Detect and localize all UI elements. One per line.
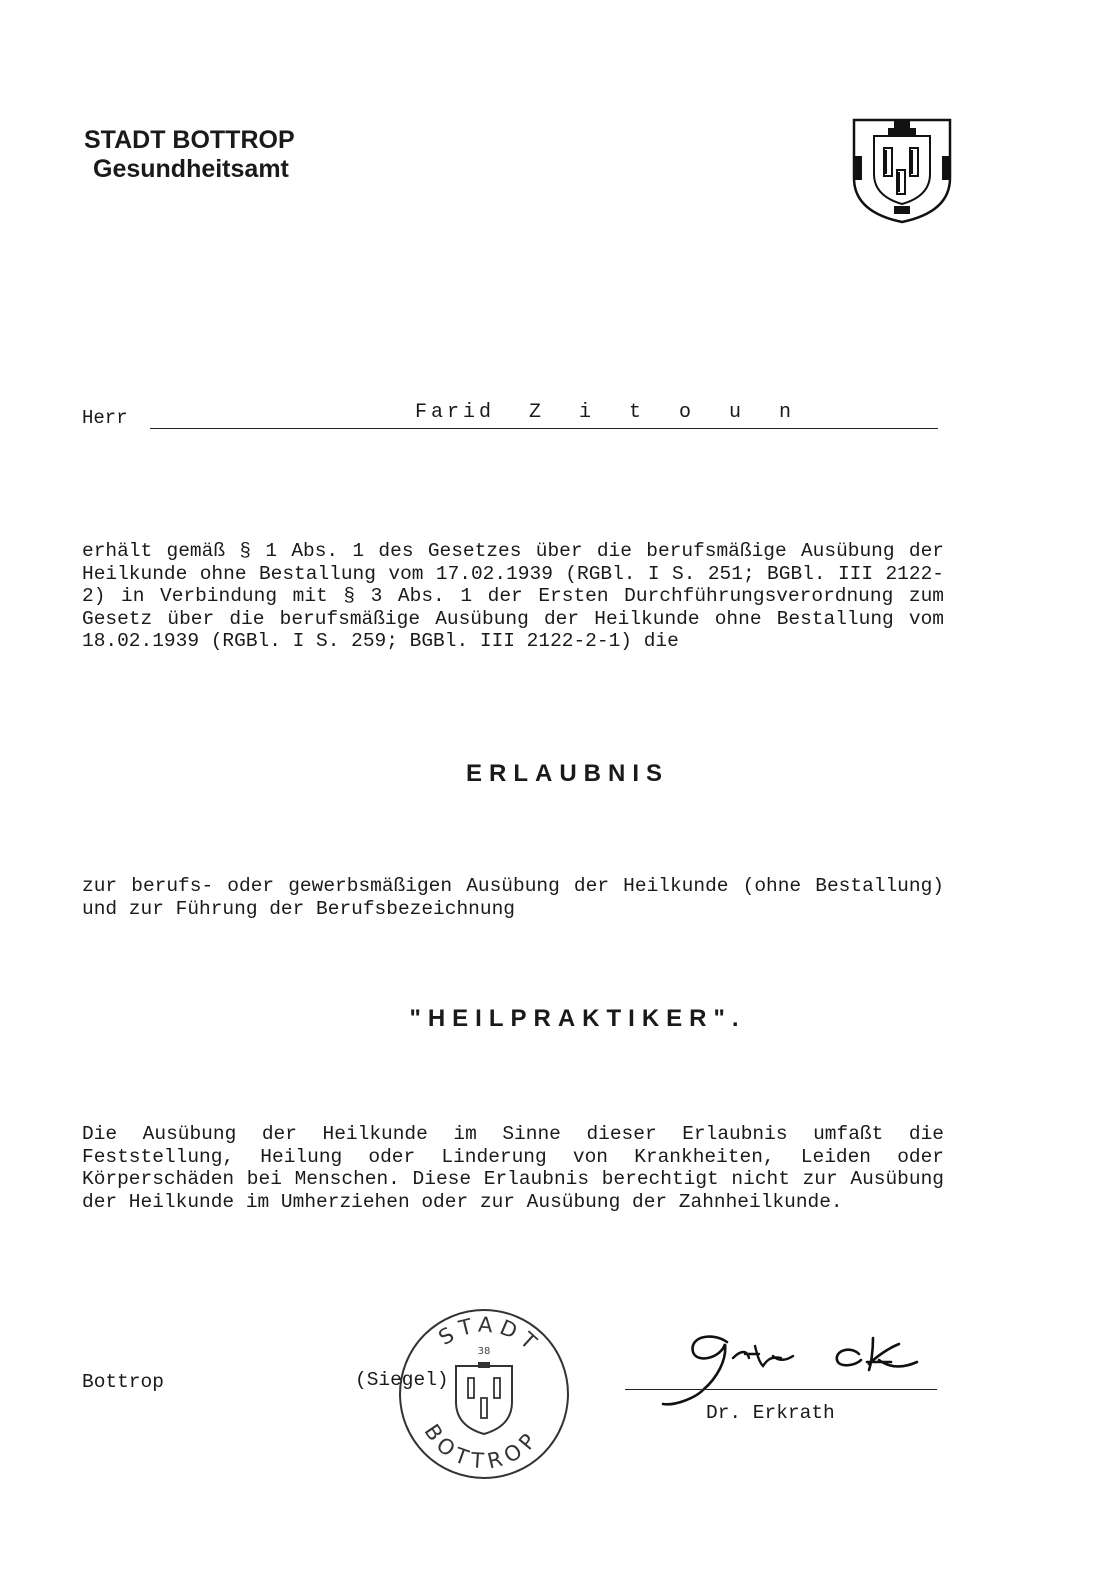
issuer-city: STADT BOTTROP xyxy=(84,126,295,154)
seal-number: 38 xyxy=(477,1346,491,1357)
issuer-block xyxy=(84,126,295,184)
seal-text-bottom: BOTTROP xyxy=(419,1419,545,1474)
coat-of-arms-icon xyxy=(850,116,954,226)
purpose-paragraph: zur berufs- oder gewerbsmäßigen Ausübung der Heilkunde (ohne Bestallung) und zur Führung der Berufsbezeichnung xyxy=(82,875,944,920)
legal-basis-paragraph: erhält gemäß § 1 Abs. 1 des Gesetzes über die berufsmäßige Ausübung der Heilkunde ohne Bestallung vom 17.02.1939 (RGBl. I S. 251; BGBl. III 2122-2) in Verbindung mit § 3 Abs. 1 der Ersten Durchführungsverordnung zum Gesetz über die berufsmäßige Ausübung der Heilkunde ohne Bestallung vom 18.02.1939 (RGBl. I S. 259; BGBl. III 2122-2-1) die xyxy=(82,540,944,652)
seal-text-top: STADT xyxy=(434,1312,546,1359)
recipient-name: Farid Z i t o u n xyxy=(415,401,796,424)
place-label: Bottrop xyxy=(82,1371,164,1393)
permit-heading: ERLAUBNIS xyxy=(465,760,669,787)
official-seal-stamp xyxy=(392,1302,576,1486)
profession-title: "HEILPRAKTIKER". xyxy=(409,1005,746,1032)
signature-line xyxy=(625,1389,937,1390)
signer-name: Dr. Erkrath xyxy=(706,1402,835,1424)
issuer-department: Gesundheitsamt xyxy=(93,155,289,183)
scope-paragraph: Die Ausübung der Heilkunde im Sinne dieser Erlaubnis umfaßt die Feststellung, Heilung oder Linderung von Krankheiten, Leiden oder Körperschäden bei Menschen. Diese Erlaubnis berechtigt nicht zur Ausübung der Heilkunde im Umherziehen oder zur Ausübung der Zahnheilkunde. xyxy=(82,1123,944,1213)
seal-label: (Siegel) xyxy=(355,1369,449,1391)
recipient-label: Herr xyxy=(82,407,128,429)
recipient-underline xyxy=(150,428,938,429)
handwritten-signature xyxy=(655,1320,935,1412)
